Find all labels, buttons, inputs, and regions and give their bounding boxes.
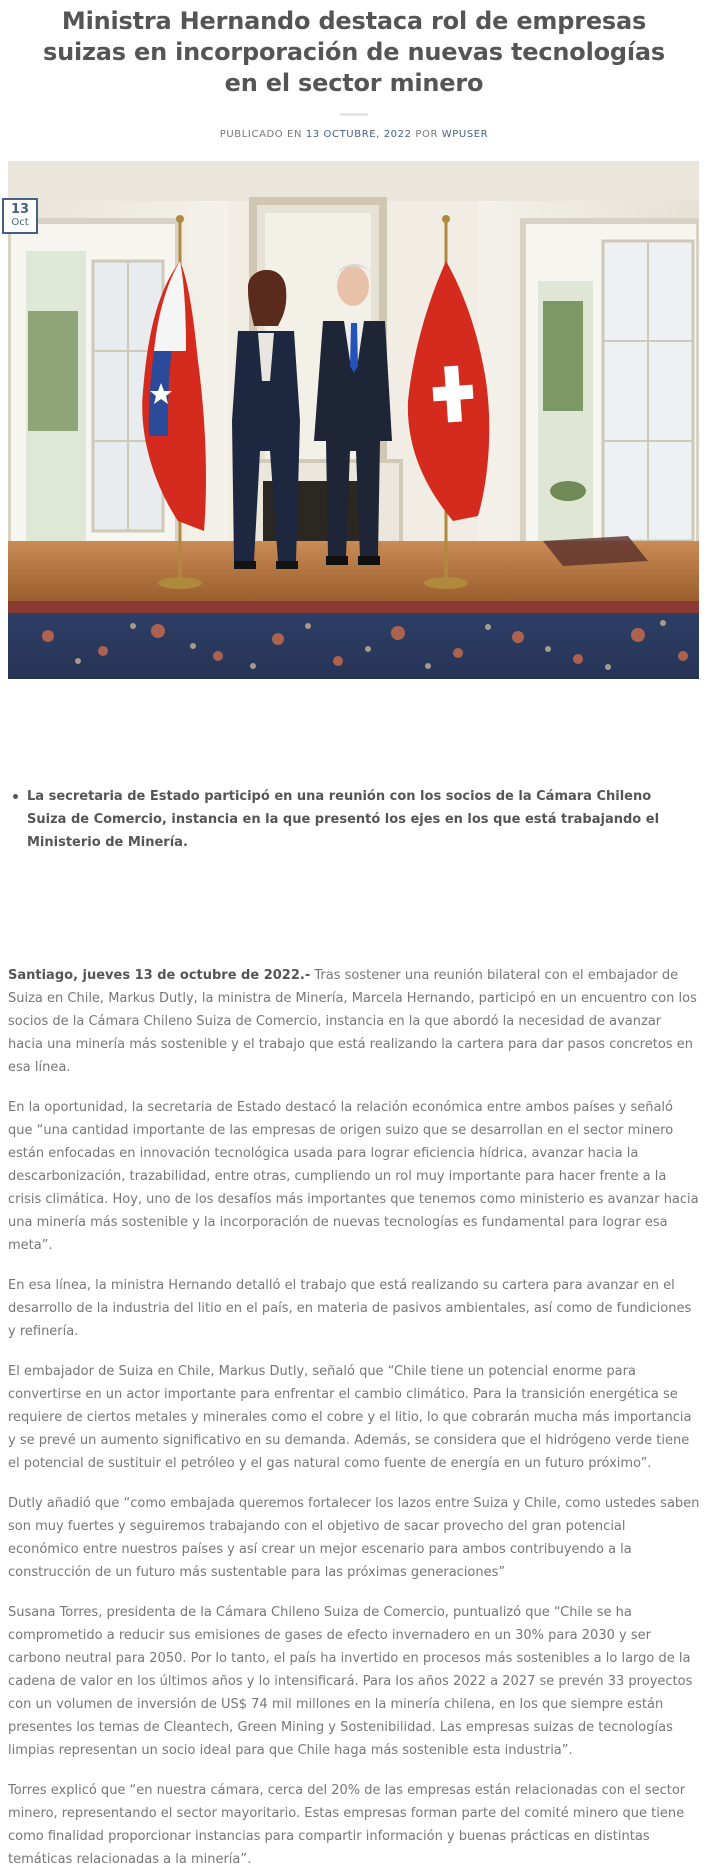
- lead-text: Tras sostener una reunión bilateral con el embajador de Suiza en Chile, Markus Dutly, la ministra de Minería, Marcela Hernando, participó en un encuentro con los socios de la Cámara Chileno Suiza de Comercio, instancia en la que abordó la necesidad de avanzar hacia una minería más sostenible y el trabajo que está realizando la cartera para dar pasos concretos en esa línea.: [8, 968, 697, 1075]
- lead-paragraph: [8, 964, 700, 1079]
- date-badge-month: Oct: [11, 217, 29, 228]
- article-body: [0, 964, 708, 1871]
- body-paragraph: Susana Torres, presidenta de la Cámara Chileno Suiza de Comercio, puntualizó que “Chile se ha comprometido a reducir sus emisiones de gases de efecto invernadero en un 30% para 2030 y ser carbono neutral para 2050. Por lo tanto, el país ha invertido en procesos más sostenibles a lo largo de la cadena de valor en los últimos años y lo intensificará. Para los años 2022 a 2027 se prevén 33 proyectos con un volumen de inversión de US$ 74 mil millones en la minería chilena, en los que siempre están presentes los temas de Cleantech, Green Mining y Sostenibilidad. Las empresas suizas de tecnologías limpias representan un socio ideal para que Chile haga más sostenible esta industria”.: [8, 1605, 693, 1758]
- author-link[interactable]: WPUSER: [441, 129, 489, 140]
- by-label: POR: [415, 129, 438, 140]
- date-badge-day: 13: [10, 202, 30, 217]
- lead-dateline: Santiago, jueves 13 de octubre de 2022.-: [8, 968, 311, 983]
- body-paragraph: En la oportunidad, la secretaria de Estado destacó la relación económica entre ambos países y señaló que “una cantidad importante de las empresas de origen suizo que se desarrollan en el sector minero están enfocadas en innovación tecnológica usada para lograr eficiencia hídrica, avanzar hacia la descarbonización, trazabilidad, entre otras, cumpliendo un rol muy importante para hacer frente a la crisis climática. Hoy, uno de los desafíos más importantes que tenemos como ministerio es avanzar hacia una minería más sostenible y la incorporación de nuevas tecnologías es fundamental para lograr esa meta”.: [8, 1100, 699, 1253]
- title-divider: [340, 113, 368, 116]
- body-paragraph: Torres explicó que “en nuestra cámara, cerca del 20% de las empresas están relacionadas con el sector minero, representando el sector mayoritario. Estas empresas forman parte del comité minero que tiene como finalidad proporcionar instancias para compartir información y buenas prácticas en distintas temáticas relacionadas a la minería”.: [8, 1783, 686, 1867]
- post-date-badge: [2, 198, 38, 234]
- photo-image: [8, 161, 699, 679]
- article-title: Ministra Hernando destaca rol de empresas suizas en incorporación de nuevas tecnologías en el sector minero: [43, 7, 665, 97]
- post-meta: [0, 129, 708, 140]
- body-paragraph: El embajador de Suiza en Chile, Markus Dutly, señaló que “Chile tiene un potencial enorme para convertirse en un actor importante para enfrentar el cambio climático. Para la transición energética se requiere de ciertos metales y minerales como el cobre y el litio, lo que cobrarán mucha más importancia y se prevé un aumento significativo en su demanda. Además, se considera que el hidrógeno verde tiene el potencial de sustituir el petróleo y el gas natural como fuente de energía en un futuro próximo”.: [8, 1364, 692, 1471]
- published-prefix: PUBLICADO EN: [219, 129, 303, 140]
- list-item: La secretaria de Estado participó en una reunión con los socios de la Cámara Chileno Suiza de Comercio, instancia en la que presentó los ejes en los que está trabajando el Ministerio de Minería.: [27, 785, 668, 854]
- post-date-link[interactable]: 13 OCTUBRE, 2022: [305, 129, 412, 140]
- featured-image: [8, 161, 699, 679]
- highlights-list: [0, 785, 708, 854]
- body-paragraph: En esa línea, la ministra Hernando detalló el trabajo que está realizando su cartera para avanzar en el desarrollo de la industria del litio en el país, en materia de pasivos ambientales, así como de fundiciones y refinería.: [8, 1278, 692, 1339]
- body-paragraph: Dutly añadió que “como embajada queremos fortalecer los lazos entre Suiza y Chile, como ustedes saben son muy fuertes y seguiremos trabajando con el objetivo de sacar provecho del gran potencial económico entre nuestros países y así crear un mejor escenario para ambos contribuyendo a la construcción de un futuro más sustentable para las próximas generaciones”: [8, 1496, 700, 1580]
